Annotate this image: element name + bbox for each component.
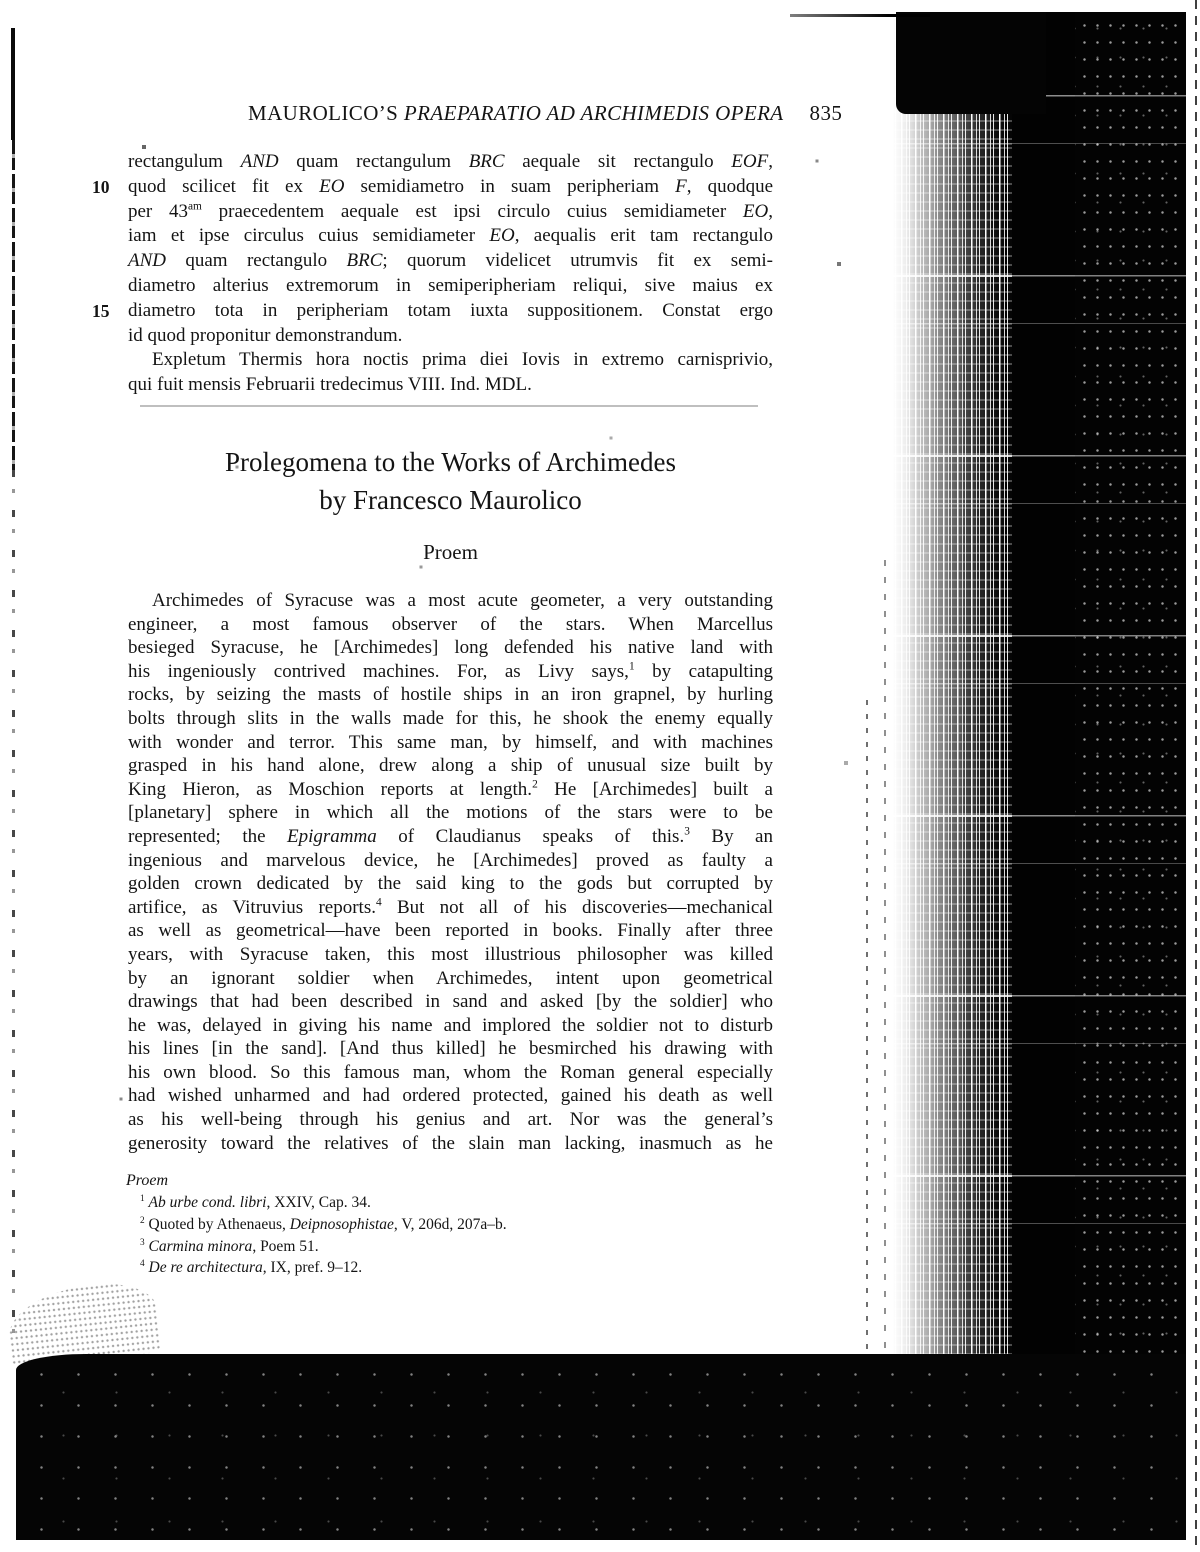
text-segment: F xyxy=(675,175,687,197)
text-line xyxy=(128,200,773,225)
text-line xyxy=(128,990,773,1014)
text-segment: by catapulting xyxy=(634,660,773,682)
running-header xyxy=(248,101,842,126)
text-line xyxy=(128,324,773,349)
text-segment: , xyxy=(768,200,773,222)
text-segment: , quodque xyxy=(686,175,774,197)
text-line xyxy=(128,249,773,274)
text-segment: diametro alterius extremorum in semiperipheriam reliqui, sive maius ex xyxy=(128,274,773,296)
text-segment: EO xyxy=(742,200,769,222)
text-line xyxy=(128,1014,773,1038)
text-segment: besieged Syracuse, he [Archimedes] long defended his native land with xyxy=(128,637,773,659)
text-segment: , V, 206d, 207a–b. xyxy=(393,1215,507,1233)
text-line xyxy=(128,224,773,249)
book-edge-top-cap xyxy=(896,12,1046,114)
text-line xyxy=(128,348,773,373)
text-segment: , aequalis erit tam rectangulo xyxy=(514,225,773,247)
text-segment: of Claudianus speaks of this. xyxy=(376,825,685,847)
text-segment: EOF xyxy=(731,151,769,172)
text-line xyxy=(128,373,773,398)
text-segment: had wished unharmed and had ordered protected, gained his death as well xyxy=(128,1085,773,1107)
text-segment: rectangulum xyxy=(128,151,241,172)
text-line xyxy=(126,1192,786,1214)
text-line xyxy=(128,919,773,943)
text-segment: 3 xyxy=(684,825,690,838)
text-segment: King Hieron, as Moschion reports at length. xyxy=(128,778,533,800)
text-segment: represented; the xyxy=(128,825,288,847)
text-segment: golden crown dedicated by the said king to the gods but corrupted by xyxy=(128,873,773,895)
text-segment: 2 xyxy=(140,1215,145,1226)
text-segment: , IX, pref. 9–12. xyxy=(262,1259,363,1277)
text-line xyxy=(128,1084,773,1108)
text-segment: grasped in his hand alone, drew along a ship of unusual size built by xyxy=(128,755,773,777)
text-segment: Ab urbe cond. libri xyxy=(148,1194,267,1211)
text-segment: id quod proponitur demonstrandum. xyxy=(128,324,403,346)
scan-speck-dots xyxy=(0,0,2,2)
text-segment: 1 xyxy=(628,660,635,673)
margin-line-number-15: 15 xyxy=(92,301,110,321)
text-line xyxy=(128,943,773,967)
book-edge-speckled-black xyxy=(1075,12,1186,1540)
text-segment: by an ignorant soldier when Archimedes, intent upon geometrical xyxy=(128,967,773,989)
text-segment: engineer, a most famous observer of the stars. When Marcellus xyxy=(128,613,773,635)
text-segment: qui fuit mensis Februarii tredecimus VIII. Ind. MDL. xyxy=(128,374,532,396)
margin-line-number-10: 10 xyxy=(92,177,110,197)
text-segment: with wonder and terror. This same man, by himself, and with machines xyxy=(128,731,773,753)
section-title-line1: Prolegomena to the Works of Archimedes xyxy=(225,447,676,477)
text-segment: as his well-being through his genius and art. Nor was the general’s xyxy=(128,1109,773,1131)
text-segment: AND xyxy=(128,250,166,272)
text-segment: , xyxy=(768,151,773,172)
text-line xyxy=(126,1214,786,1236)
left-margin-rule-solid xyxy=(11,28,15,140)
text-segment: But not all of his discoveries—mechanical xyxy=(381,896,773,918)
latin-text-block xyxy=(128,150,773,398)
text-segment: 4 xyxy=(140,1259,145,1270)
text-segment: 1 xyxy=(140,1193,145,1204)
text-line xyxy=(128,872,773,896)
text-segment: his ingeniously contrived machines. For, as Livy says, xyxy=(128,660,629,682)
text-segment: ingenious and marvelous device, he [Archimedes] proved as faulty a xyxy=(128,849,773,871)
text-segment: per 43 xyxy=(128,200,188,222)
text-segment: his lines [in the sand]. [And thus killed] he besmirched his drawing with xyxy=(128,1038,773,1060)
text-line xyxy=(128,1061,773,1085)
scan-stray-dashed-line xyxy=(866,700,868,1350)
text-segment: 2 xyxy=(532,778,538,791)
text-segment: Expletum Thermis hora noctis prima diei Iovis in extremo carnisprivio, xyxy=(152,349,773,371)
section-subheading-proem: Proem xyxy=(423,540,478,564)
text-segment: generosity toward the relatives of the slain man lacking, inasmuch as he xyxy=(128,1132,773,1154)
text-segment: Deipnosophistae xyxy=(289,1215,394,1233)
footnote-section-label: Proem xyxy=(126,1172,169,1189)
text-segment: years, with Syracuse taken, this most illustrious philosopher was killed xyxy=(128,943,773,965)
text-segment: quod scilicet fit ex xyxy=(128,175,320,197)
text-segment: Epigramma xyxy=(287,825,377,847)
text-segment: his own blood. So this famous man, whom the Roman general especially xyxy=(128,1061,773,1083)
text-segment: Carmina minora xyxy=(148,1237,253,1255)
text-segment: praecedentem aequale est ipsi circulo cuius semidiameter xyxy=(201,200,743,222)
text-line xyxy=(126,1257,786,1279)
text-segment: PRAEPARATIO AD ARCHIMEDIS OPERA xyxy=(403,101,784,125)
text-segment: iam et ipse circulus cuius semidiameter xyxy=(128,225,490,247)
text-line xyxy=(128,299,773,324)
text-segment: rocks, by seizing the masts of hostile ships in an iron grapnel, by hurling xyxy=(128,684,773,706)
section-title-line2: by Francesco Maurolico xyxy=(319,485,582,515)
text-segment: ; quorum videlicet utrumvis fit ex semi- xyxy=(382,250,774,272)
text-line xyxy=(128,683,773,707)
text-segment: EO xyxy=(319,175,345,197)
right-edge-dashed-line xyxy=(1195,0,1197,1546)
text-line xyxy=(128,613,773,637)
text-segment: as well as geometrical—have been reported in books. Finally after three xyxy=(128,920,773,942)
text-segment: quam rectangulum xyxy=(278,151,469,172)
page-number: 835 xyxy=(809,101,843,125)
text-segment: aequale sit rectangulo xyxy=(504,151,732,172)
text-segment: AND xyxy=(240,151,279,172)
text-segment: Archimedes of Syracuse was a most acute geometer, a very outstanding xyxy=(152,590,773,611)
text-line xyxy=(128,150,773,175)
text-segment: he was, delayed in giving his name and implored the soldier not to disturb xyxy=(128,1014,773,1036)
text-segment: Quoted by Athenaeus, xyxy=(144,1215,290,1233)
left-margin-rule-dashed xyxy=(12,470,15,1340)
proem-paragraph xyxy=(128,589,773,1155)
text-line xyxy=(128,778,773,802)
text-segment: am xyxy=(187,200,202,213)
left-margin-rule-broken xyxy=(12,140,15,470)
text-line xyxy=(128,707,773,731)
text-line xyxy=(128,754,773,778)
text-segment: 3 xyxy=(140,1237,145,1248)
text-segment: diametro tota in peripheriam totam iuxta suppositionem. Constat ergo xyxy=(128,299,773,321)
text-line xyxy=(128,896,773,920)
scan-underline-artifact xyxy=(140,405,758,407)
text-line xyxy=(128,660,773,684)
text-line xyxy=(128,1108,773,1132)
book-edge-top-tail-line xyxy=(790,14,930,17)
text-line xyxy=(128,801,773,825)
text-line xyxy=(128,967,773,991)
text-line xyxy=(128,589,773,613)
text-segment: semidiametro in suam peripheriam xyxy=(344,175,676,197)
text-segment: [planetary] sphere in which all the motions of the stars were to be xyxy=(128,802,773,824)
text-segment: quam rectangulo xyxy=(166,250,347,272)
bottom-scan-band xyxy=(16,1354,1186,1540)
text-line xyxy=(128,1132,773,1156)
text-segment: MAUROLICO’S xyxy=(248,101,404,125)
text-line xyxy=(128,825,773,849)
text-line xyxy=(126,1236,786,1258)
text-line xyxy=(128,731,773,755)
text-segment: He [Archimedes] built a xyxy=(537,778,773,800)
text-segment: bolts through slits in the walls made for this, he shook the enemy equally xyxy=(128,707,773,729)
text-segment: BRC xyxy=(468,151,505,172)
text-line xyxy=(128,636,773,660)
text-segment: artifice, as Vitruvius reports. xyxy=(128,896,376,918)
text-segment: BRC xyxy=(346,250,383,272)
text-segment: drawings that had been described in sand and asked [by the soldier] who xyxy=(128,991,773,1013)
text-line xyxy=(128,175,773,200)
text-line xyxy=(128,849,773,873)
book-edge-page-streaks xyxy=(893,12,1013,1540)
text-segment: EO xyxy=(489,225,515,247)
scan-stray-dashed-line xyxy=(884,560,886,1350)
text-line xyxy=(128,1037,773,1061)
text-segment: By an xyxy=(689,825,773,847)
running-header-title xyxy=(248,101,784,125)
footnote-list xyxy=(126,1192,786,1279)
text-segment: , XXIV, Cap. 34. xyxy=(266,1194,371,1211)
book-edge-solid-black xyxy=(1012,12,1076,1540)
text-segment: 4 xyxy=(375,896,382,909)
text-segment: De re architectura xyxy=(148,1259,263,1277)
text-segment: , Poem 51. xyxy=(252,1237,319,1255)
text-line xyxy=(128,274,773,299)
